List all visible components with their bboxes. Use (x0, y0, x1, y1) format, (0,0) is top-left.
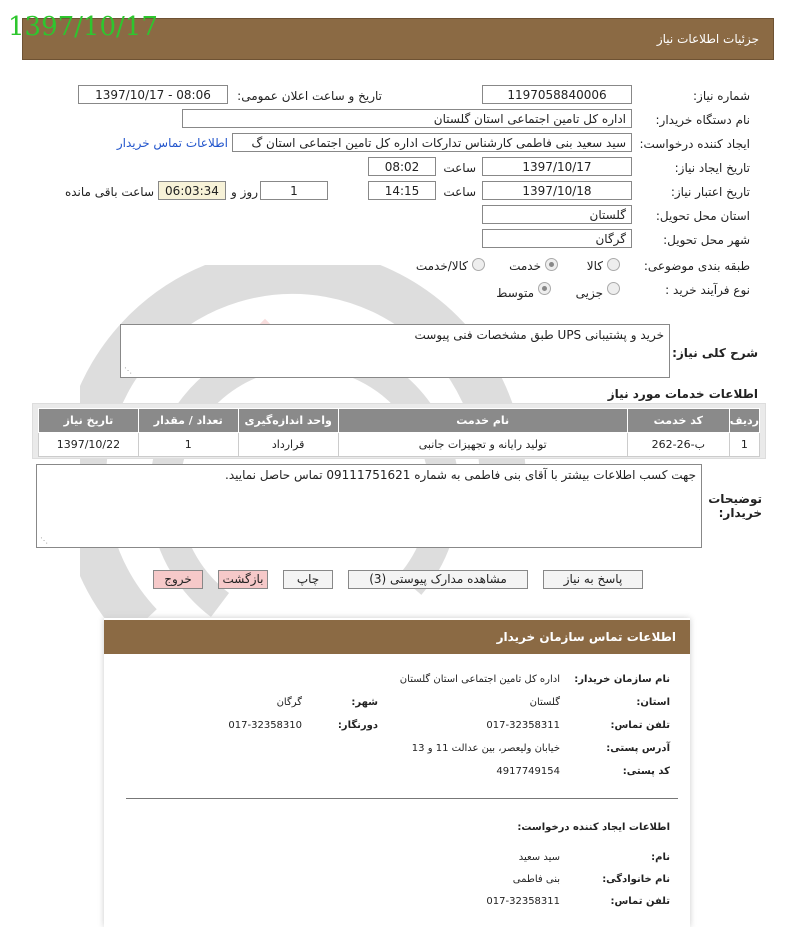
announce-label: تاریخ و ساعت اعلان عمومی: (237, 89, 382, 103)
category-radio-goods[interactable] (607, 258, 620, 271)
col-unit: واحد اندازه‌گیری (238, 409, 338, 433)
category-radio-service[interactable] (545, 258, 558, 271)
cell-row: 1 (729, 433, 759, 457)
creator-info-title: اطلاعات ایجاد کننده درخواست: (517, 822, 670, 833)
col-service-name: نام خدمت (338, 409, 627, 433)
process-option-medium: متوسط (496, 286, 534, 300)
table-row (39, 433, 760, 457)
cell-service-code: ب-26-262 (627, 433, 729, 457)
divider (126, 798, 678, 799)
page-title: جزئیات اطلاعات نیاز (656, 32, 759, 46)
process-radio-minor[interactable] (607, 282, 620, 295)
create-date-field: 1397/10/17 (482, 157, 632, 176)
print-button[interactable]: چاپ (283, 570, 333, 589)
col-need-date: تاریخ نیاز (39, 409, 139, 433)
category-label: طبقه بندی موضوعی: (643, 259, 750, 273)
contact-province-label: استان: (636, 697, 670, 708)
category-option-service: خدمت (509, 259, 541, 273)
remaining-label: ساعت باقی مانده (64, 185, 154, 199)
creator-phone-value: 017-32358311 (486, 896, 560, 907)
create-date-label: تاریخ ایجاد نیاز: (674, 161, 750, 175)
contact-phone-label: تلفن تماس: (610, 720, 670, 731)
date-stamp: 1397/10/17 (8, 12, 158, 42)
back-button[interactable]: بازگشت (218, 570, 268, 589)
services-header-row (39, 409, 760, 433)
resize-grip-icon[interactable]: ⋰ (40, 536, 48, 545)
contact-card-title: اطلاعات تماس سازمان خریدار (496, 630, 676, 644)
process-label: نوع فرآیند خرید : (665, 283, 750, 297)
buyer-org-label: نام دستگاه خریدار: (655, 113, 750, 127)
city-field: گرگان (482, 229, 632, 248)
col-row: ردیف (729, 409, 759, 433)
process-radio-medium[interactable] (538, 282, 551, 295)
province-label: استان محل تحویل: (655, 209, 750, 223)
summary-label: شرح کلی نیاز: (672, 346, 758, 360)
create-time-label: ساعت (443, 161, 476, 175)
province-field: گلستان (482, 205, 632, 224)
buyer-notes-label: توضیحات خریدار: (708, 492, 762, 520)
contact-phone-value: 017-32358311 (486, 720, 560, 731)
contact-address-value: خیابان ولیعصر، بین عدالت 11 و 13 (411, 743, 560, 754)
contact-org-label: نام سازمان خریدار: (574, 674, 670, 685)
remaining-time-field: 06:03:34 (158, 181, 226, 200)
buyer-contact-card (104, 618, 690, 927)
contact-address-label: آدرس پستی: (606, 743, 670, 754)
contact-province-value: گلستان (529, 697, 560, 708)
buyer-contact-link[interactable]: اطلاعات تماس خریدار (116, 136, 228, 150)
creator-name-label: نام: (651, 852, 670, 863)
contact-city-label: شهر: (351, 697, 378, 708)
contact-org-value: اداره کل تامین اجتماعی استان گلستان (399, 674, 560, 685)
process-option-minor: جزیی (575, 286, 603, 300)
days-label: روز و (231, 185, 258, 199)
contact-city-value: گرگان (276, 697, 302, 708)
summary-text: خرید و پشتیبانی UPS طبق مشخصات فنی پیوست (414, 328, 664, 342)
city-label: شهر محل تحویل: (663, 233, 750, 247)
need-number-label: شماره نیاز: (693, 89, 750, 103)
valid-date-label: تاریخ اعتبار نیاز: (670, 185, 750, 199)
summary-textarea[interactable] (120, 324, 670, 378)
attachments-button[interactable]: مشاهده مدارک پیوستی (3) (348, 570, 528, 589)
services-table (38, 408, 760, 457)
cell-service-name: تولید رایانه و تجهیزات جانبی (338, 433, 627, 457)
cell-need-date: 1397/10/22 (39, 433, 139, 457)
creator-field: سید سعید بنی فاطمی کارشناس تدارکات اداره کل تامین اجتماعی استان گ (232, 133, 632, 152)
contact-fax-label: دورنگار: (337, 720, 378, 731)
buyer-org-field: اداره کل تامین اجتماعی استان گلستان (182, 109, 632, 128)
creator-phone-label: تلفن تماس: (610, 896, 670, 907)
create-time-field: 08:02 (368, 157, 436, 176)
category-option-both: کالا/خدمت (415, 259, 468, 273)
category-option-goods: کالا (586, 259, 603, 273)
valid-date-field: 1397/10/18 (482, 181, 632, 200)
cell-quantity: 1 (138, 433, 238, 457)
contact-fax-value: 017-32358310 (228, 720, 302, 731)
valid-time-field: 14:15 (368, 181, 436, 200)
days-field: 1 (260, 181, 328, 200)
buyer-notes-text: جهت کسب اطلاعات بیشتر با آقای بنی فاطمی به شماره 09111751621 تماس حاصل نمایید. (225, 468, 696, 482)
category-radio-both[interactable] (472, 258, 485, 271)
cell-unit: قرارداد (238, 433, 338, 457)
creator-label: ایجاد کننده درخواست: (639, 137, 750, 151)
contact-card-header (104, 620, 690, 654)
col-service-code: کد خدمت (627, 409, 729, 433)
exit-button[interactable]: خروج (153, 570, 203, 589)
reply-button[interactable]: پاسخ به نیاز (543, 570, 643, 589)
valid-time-label: ساعت (443, 185, 476, 199)
resize-grip-icon[interactable]: ⋰ (124, 366, 132, 375)
col-quantity: تعداد / مقدار (138, 409, 238, 433)
services-title: اطلاعات خدمات مورد نیاز (607, 387, 758, 401)
creator-family-label: نام خانوادگی: (602, 874, 670, 885)
contact-postal-label: کد پستی: (622, 766, 670, 777)
creator-name-value: سید سعید (518, 852, 560, 863)
announce-field: 1397/10/17 - 08:06 (78, 85, 228, 104)
contact-postal-value: 4917749154 (496, 766, 560, 777)
creator-family-value: بنی فاطمی (512, 874, 560, 885)
need-number-field: 1197058840006 (482, 85, 632, 104)
buyer-notes-textarea[interactable] (36, 464, 702, 548)
